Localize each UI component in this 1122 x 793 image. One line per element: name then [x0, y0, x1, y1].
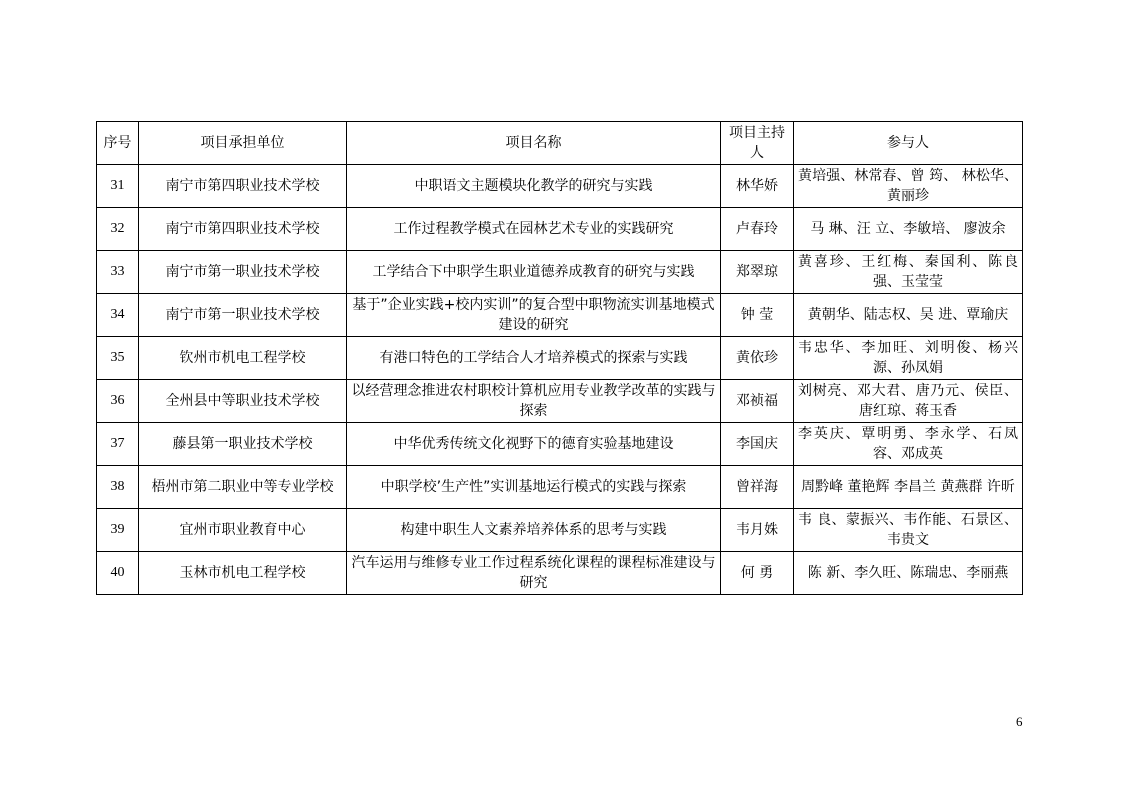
cell-unit: 全州县中等职业技术学校	[139, 380, 347, 423]
header-host: 项目主持人	[721, 122, 794, 165]
cell-unit: 梧州市第二职业中等专业学校	[139, 466, 347, 509]
header-project: 项目名称	[347, 122, 721, 165]
cell-unit: 南宁市第四职业技术学校	[139, 165, 347, 208]
cell-members: 刘树亮、邓大君、唐乃元、侯臣、唐红琼、蒋玉香	[794, 380, 1023, 423]
cell-unit: 钦州市机电工程学校	[139, 337, 347, 380]
table-row	[97, 337, 1023, 380]
cell-index: 39	[97, 509, 139, 552]
cell-index: 36	[97, 380, 139, 423]
cell-index: 35	[97, 337, 139, 380]
cell-project: 基于”企业实践+校内实训”的复合型中职物流实训基地模式建设的研究	[347, 294, 721, 337]
cell-unit: 南宁市第四职业技术学校	[139, 208, 347, 251]
cell-project: 中职语文主题模块化教学的研究与实践	[347, 165, 721, 208]
table-row	[97, 165, 1023, 208]
cell-index: 31	[97, 165, 139, 208]
cell-unit: 南宁市第一职业技术学校	[139, 294, 347, 337]
cell-members: 韦忠华、李加旺、刘明俊、杨兴源、孙凤娟	[794, 337, 1023, 380]
table-row	[97, 552, 1023, 595]
cell-host: 郑翠琼	[721, 251, 794, 294]
cell-members: 韦 良、蒙振兴、韦作能、石景区、韦贵文	[794, 509, 1023, 552]
cell-unit: 南宁市第一职业技术学校	[139, 251, 347, 294]
cell-unit: 宜州市职业教育中心	[139, 509, 347, 552]
cell-members: 黄喜珍、王红梅、秦国利、陈良强、玉莹莹	[794, 251, 1023, 294]
cell-index: 32	[97, 208, 139, 251]
header-unit: 项目承担单位	[139, 122, 347, 165]
cell-members: 马 琳、汪 立、李敏培、 廖波余	[794, 208, 1023, 251]
table-row	[97, 380, 1023, 423]
cell-project: 有港口特色的工学结合人才培养模式的探索与实践	[347, 337, 721, 380]
table-row	[97, 466, 1023, 509]
header-members: 参与人	[794, 122, 1023, 165]
cell-project: 工学结合下中职学生职业道德养成教育的研究与实践	[347, 251, 721, 294]
cell-index: 37	[97, 423, 139, 466]
cell-members: 周黔峰 董艳辉 李昌兰 黄燕群 许昕	[794, 466, 1023, 509]
cell-host: 李国庆	[721, 423, 794, 466]
cell-project: 中华优秀传统文化视野下的德育实验基地建设	[347, 423, 721, 466]
cell-host: 黄依珍	[721, 337, 794, 380]
cell-project: 汽车运用与维修专业工作过程系统化课程的课程标准建设与研究	[347, 552, 721, 595]
cell-host: 何 勇	[721, 552, 794, 595]
projects-table	[96, 121, 1023, 595]
cell-host: 林华娇	[721, 165, 794, 208]
cell-project: 以经营理念推进农村职校计算机应用专业教学改革的实践与探索	[347, 380, 721, 423]
cell-host: 卢春玲	[721, 208, 794, 251]
table-row	[97, 294, 1023, 337]
table-header	[97, 122, 1023, 165]
table-row	[97, 423, 1023, 466]
cell-host: 曾祥海	[721, 466, 794, 509]
cell-host: 韦月姝	[721, 509, 794, 552]
cell-index: 33	[97, 251, 139, 294]
cell-index: 38	[97, 466, 139, 509]
header-index: 序号	[97, 122, 139, 165]
cell-unit: 玉林市机电工程学校	[139, 552, 347, 595]
cell-unit: 藤县第一职业技术学校	[139, 423, 347, 466]
cell-project: 中职学校’生产性”实训基地运行模式的实践与探索	[347, 466, 721, 509]
cell-members: 陈 新、李久旺、陈瑞忠、李丽燕	[794, 552, 1023, 595]
cell-project: 工作过程教学模式在园林艺术专业的实践研究	[347, 208, 721, 251]
table-body	[97, 165, 1023, 595]
cell-members: 李英庆、覃明勇、李永学、石凤容、邓成英	[794, 423, 1023, 466]
cell-index: 40	[97, 552, 139, 595]
page-number: 6	[1016, 714, 1023, 729]
table-row	[97, 251, 1023, 294]
header-row	[97, 122, 1023, 165]
cell-index: 34	[97, 294, 139, 337]
table-row	[97, 509, 1023, 552]
cell-members: 黄朝华、陆志权、吴 进、覃瑜庆	[794, 294, 1023, 337]
table-row	[97, 208, 1023, 251]
cell-members: 黄培强、林常春、曾 筠、 林松华、黄丽珍	[794, 165, 1023, 208]
cell-host: 邓祯福	[721, 380, 794, 423]
cell-project: 构建中职生人文素养培养体系的思考与实践	[347, 509, 721, 552]
cell-host: 钟 莹	[721, 294, 794, 337]
